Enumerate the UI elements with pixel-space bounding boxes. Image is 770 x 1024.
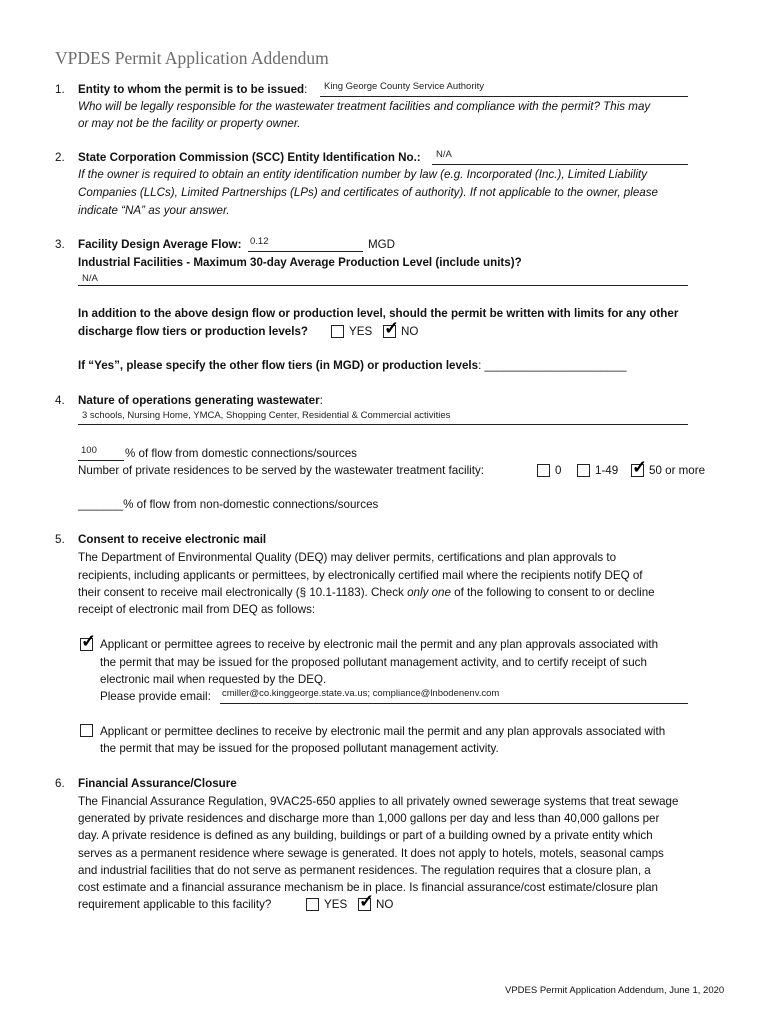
q3-production-field[interactable] — [78, 271, 688, 286]
item-number-4: 4. — [55, 394, 65, 407]
checkmark-icon: ✓ — [81, 631, 97, 651]
q4-label: Nature of operations generating wastewater — [78, 394, 320, 407]
item-number-5: 5. — [55, 533, 65, 546]
q2-help-line-3: indicate “NA” as your answer. — [78, 204, 230, 217]
q6-para-line-6: cost estimate and a financial assurance mechanism be in place. Is financial assurance/cost estimate/closure plan — [78, 881, 658, 894]
q3-tiers-line-1: In addition to the above design flow or production level, should the permit be written with limits for any other — [78, 307, 679, 320]
q4-residences-0-label: 0 — [555, 464, 562, 477]
q3-tiers-no-checkbox[interactable] — [383, 318, 400, 338]
q6-yes-label: YES — [324, 898, 348, 911]
checkmark-icon: ✓ — [359, 891, 375, 911]
q3-ifyes-line — [78, 359, 626, 373]
q4-domestic-label: % of flow from domestic connections/sources — [125, 447, 357, 460]
q2-help-line-1: If the owner is required to obtain an entity identification number by law (e.g. Incorporated (Inc.), Limited Liability — [78, 168, 648, 181]
q6-yes-checkbox[interactable] — [306, 898, 319, 911]
q4-residences-label: Number of private residences to be served by the wastewater treatment facility: — [78, 464, 484, 477]
q4-residences-1-49-label: 1-49 — [595, 464, 619, 477]
q3-label: Facility Design Average Flow: — [78, 238, 242, 251]
q5-label: Consent to receive electronic mail — [78, 533, 267, 546]
q6-para-line-2: generated by private residences and discharge more than 1,000 gallons per day and less than 40,000 gallons per — [78, 812, 660, 825]
q6-para-line-3: day. A private residence is defined as any building, buildings or part of a building owned by a private entity which — [78, 829, 653, 842]
q4-nondomestic-line — [78, 498, 378, 512]
q6-para-line-1: The Financial Assurance Regulation, 9VAC25-650 applies to all privately owned sewerage systems that treat sewage — [78, 795, 679, 808]
q2-scc-field[interactable] — [432, 150, 688, 165]
q3-ifyes-colon: : — [478, 359, 482, 372]
q4-operations-value: 3 schools, Nursing Home, YMCA, Shopping Center, Residential & Commercial activities — [82, 410, 451, 421]
q3-ifyes-blank[interactable]: ______________________ — [484, 359, 627, 372]
q6-no-checkbox[interactable] — [358, 891, 375, 911]
q5-agree-checkbox[interactable] — [80, 631, 97, 651]
q4-operations-field[interactable] — [78, 410, 688, 425]
q5-para-line-3-italic: only one — [407, 586, 451, 599]
q3-production-value: N/A — [82, 273, 98, 284]
q4-colon: : — [319, 394, 323, 407]
q1-label-line — [78, 83, 307, 97]
item-number-2: 2. — [55, 151, 65, 164]
q5-agree-line-3: electronic mail when requested by the DEQ. — [100, 673, 327, 686]
q5-para-line-3 — [78, 586, 655, 600]
checkmark-icon: ✓ — [632, 457, 648, 477]
q1-help-line-1: Who will be legally responsible for the wastewater treatment facilities and compliance with the permit? This may — [78, 100, 651, 113]
q3-ifyes-label: If “Yes”, please specify the other flow tiers (in MGD) or production levels — [78, 359, 479, 372]
q3-tiers-line-2: discharge flow tiers or production levels? — [78, 325, 308, 338]
checkmark-icon: ✓ — [384, 318, 400, 338]
q4-domestic-field[interactable] — [78, 446, 124, 461]
q4-label-line — [78, 394, 323, 408]
q5-email-field[interactable] — [220, 689, 688, 704]
q5-para-line-1: The Department of Environmental Quality (DEQ) may deliver permits, certifications and plan approvals to — [78, 551, 617, 564]
q6-label: Financial Assurance/Closure — [78, 777, 237, 790]
q4-residences-50-plus-checkbox[interactable] — [631, 457, 648, 477]
q5-para-line-4: receipt of electronic mail from DEQ as follows: — [78, 603, 316, 616]
q1-entity-value: King George County Service Authority — [324, 81, 485, 92]
q5-email-label: Please provide email: — [100, 690, 211, 703]
q5-email-value: cmiller@co.kinggeorge.state.va.us; compliance@lnbodenenv.com — [222, 688, 500, 699]
q1-colon: : — [304, 83, 308, 96]
q1-label: Entity to whom the permit is to be issued — [78, 83, 305, 96]
q6-no-label: NO — [376, 898, 394, 911]
q5-agree-line-2: the permit that may be issued for the proposed pollutant management activity, and to certify receipt of such — [100, 656, 647, 669]
q4-residences-50-plus-label: 50 or more — [649, 464, 706, 477]
item-number-1: 1. — [55, 83, 65, 96]
q2-help-line-2: Companies (LLCs), Limited Partnerships (LPs) and certificates of authority). If not applicable to the owner, please — [78, 186, 658, 199]
q3-flow-value: 0.12 — [250, 236, 269, 247]
q4-residences-1-49-checkbox[interactable] — [577, 464, 590, 477]
q5-decline-line-1: Applicant or permittee declines to receive by electronic mail the permit and any plan approvals associated with — [100, 725, 666, 738]
q3-tiers-yes-checkbox[interactable] — [331, 325, 344, 338]
page-footer: VPDES Permit Application Addendum, June 1, 2020 — [505, 985, 725, 996]
item-number-6: 6. — [55, 777, 65, 790]
q3-tiers-yes-label: YES — [349, 325, 373, 338]
q4-domestic-value: 100 — [81, 445, 97, 456]
q6-para-line-7: requirement applicable to this facility? — [78, 898, 272, 911]
q1-entity-field[interactable] — [320, 82, 688, 97]
q3-unit: MGD — [368, 238, 396, 251]
q6-para-line-5: and industrial facilities that do not serve as permanent residences. The regulation requires that a closure plan, a — [78, 864, 651, 877]
q5-para-line-2: recipients, including applicants or permittees, by electronically certified mail where the recipients notify DEQ of — [78, 569, 643, 582]
item-number-3: 3. — [55, 238, 65, 251]
q4-nondomestic-label: % of flow from non-domestic connections/sources — [123, 498, 379, 511]
q5-decline-checkbox[interactable] — [80, 724, 93, 737]
q5-para-line-3-start: their consent to receive mail electronically (§ 10.1-1183). Check — [78, 586, 404, 599]
q2-scc-value: N/A — [436, 149, 452, 160]
q3-label-2: Industrial Facilities - Maximum 30-day Average Production Level (include units)? — [78, 256, 522, 269]
page-title: VPDES Permit Application Addendum — [55, 48, 329, 68]
q3-flow-field[interactable] — [248, 237, 363, 252]
q5-para-line-3-end: of the following to consent to or decline — [454, 586, 655, 599]
q2-label: State Corporation Commission (SCC) Entity Identification No.: — [78, 151, 421, 164]
q3-tiers-no-label: NO — [401, 325, 419, 338]
q1-help-line-2: or may not be the facility or property owner. — [78, 117, 301, 130]
q6-para-line-4: serves as a permanent residence where sewage is generated. It does not apply to hotels, motels, seasonal camps — [78, 847, 664, 860]
q4-nondomestic-blank[interactable]: _______ — [78, 498, 124, 511]
q4-residences-0-checkbox[interactable] — [537, 464, 550, 477]
q5-decline-line-2: the permit that may be issued for the proposed pollutant management activity. — [100, 742, 499, 755]
q5-agree-line-1: Applicant or permittee agrees to receive by electronic mail the permit and any plan approvals associated with — [100, 638, 659, 651]
